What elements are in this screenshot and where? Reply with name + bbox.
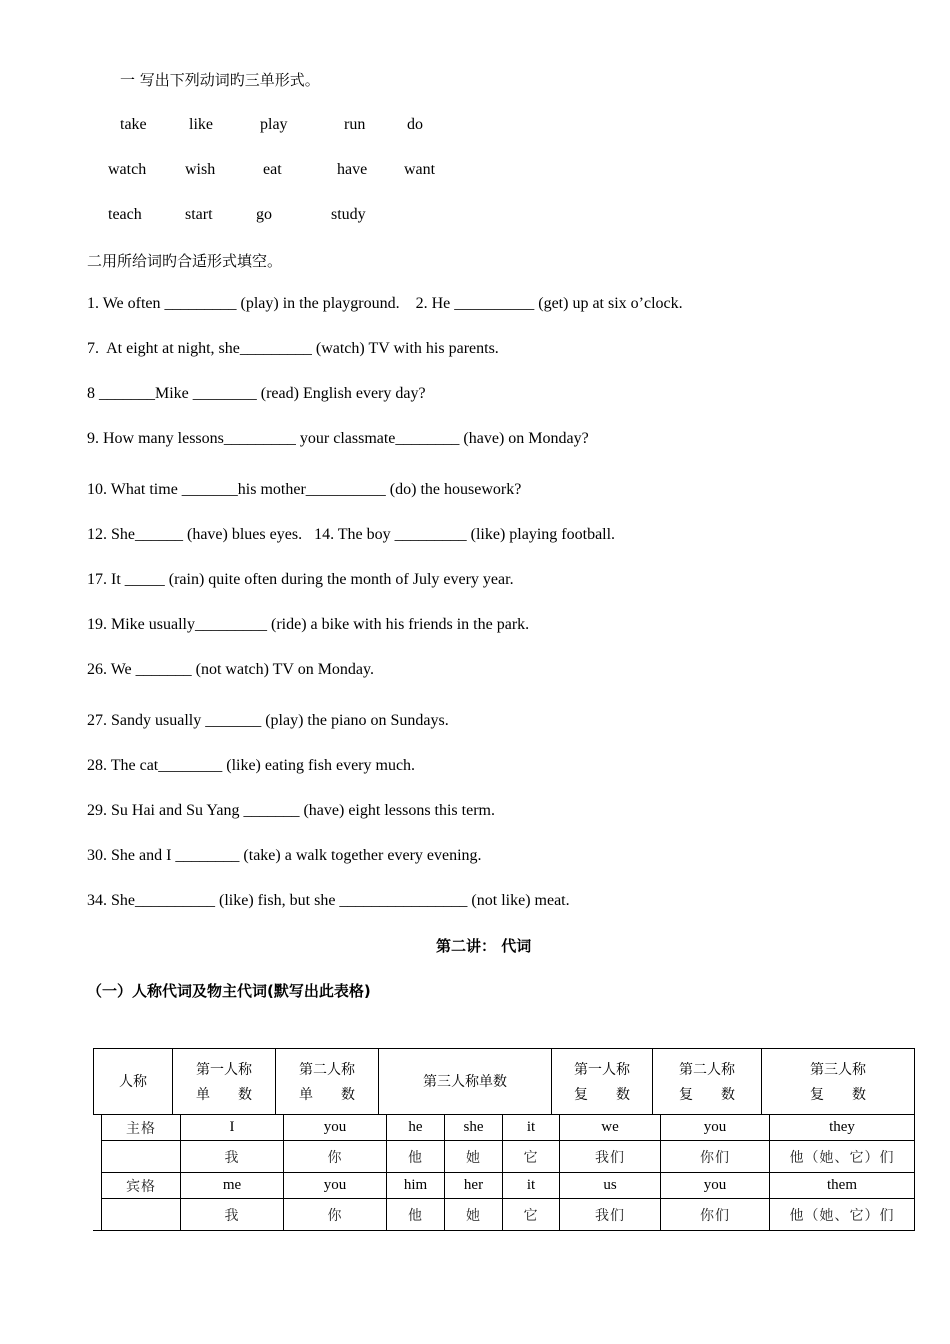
table-cell: 我们	[560, 1199, 661, 1231]
verb: want	[404, 161, 436, 178]
table-cell: me	[181, 1173, 284, 1199]
table-cell: 他（她、它）们	[770, 1141, 915, 1173]
table-cell: 我们	[560, 1141, 661, 1173]
verb: have	[337, 161, 368, 178]
table-row	[102, 1173, 915, 1199]
exercise-line: 1. We often _________ (play) in the playground. 2. He __________ (get) up at six o’clock.	[87, 295, 683, 312]
verb: wish	[185, 161, 216, 178]
exercise-line: 17. It _____ (rain) quite often during the month of July every year.	[87, 571, 514, 588]
row-label-subject: 主格	[102, 1115, 181, 1141]
table-cell: 她	[445, 1141, 503, 1173]
table-cell: they	[770, 1115, 915, 1141]
exercise-line: 19. Mike usually_________ (ride) a bike with his friends in the park.	[87, 616, 530, 633]
table-cell: 你	[284, 1199, 387, 1231]
table-cell: she	[445, 1115, 503, 1141]
header-third-plural: 第三人称 复 数	[762, 1049, 915, 1115]
table-cell: 你	[284, 1141, 387, 1173]
verb: like	[189, 116, 213, 133]
exercise-line: 28. The cat________ (like) eating fish every much.	[87, 757, 416, 774]
exercise-line: 12. She______ (have) blues eyes. 14. The boy _________ (like) playing football.	[87, 526, 616, 543]
verb: take	[120, 116, 147, 133]
table-cell: he	[387, 1115, 445, 1141]
exercise-line: 9. How many lessons_________ your classmate________ (have) on Monday?	[87, 430, 589, 447]
exercise-line: 8 _______Mike ________ (read) English every day?	[87, 385, 426, 402]
table-cell	[102, 1141, 181, 1173]
subsection-title: （一）人称代词及物主代词(默写出此表格)	[87, 982, 371, 1000]
header-first-singular: 第一人称 单 数	[173, 1049, 276, 1115]
table-cell: 她	[445, 1199, 503, 1231]
table-cell: 他	[387, 1141, 445, 1173]
table-row	[102, 1141, 915, 1173]
verb: watch	[108, 161, 147, 178]
header-first-plural: 第一人称 复 数	[552, 1049, 653, 1115]
row-label-object: 宾格	[102, 1173, 181, 1199]
table-cell: 它	[503, 1141, 560, 1173]
verb: play	[260, 116, 288, 133]
table-row	[102, 1199, 915, 1231]
table-cell: 你们	[661, 1141, 770, 1173]
table-cell: we	[560, 1115, 661, 1141]
table-cell: you	[661, 1173, 770, 1199]
exercise-line: 27. Sandy usually _______ (play) the piano on Sundays.	[87, 712, 449, 729]
section1-title: 一 写出下列动词旳三单形式。	[120, 71, 320, 89]
table-cell: you	[284, 1115, 387, 1141]
header-third-singular: 第三人称单数	[379, 1049, 552, 1115]
table-cell: I	[181, 1115, 284, 1141]
table-cell	[102, 1199, 181, 1231]
table-cell: 他（她、它）们	[770, 1199, 915, 1231]
exercise-line: 30. She and I ________ (take) a walk together every evening.	[87, 847, 482, 864]
table-cell: it	[503, 1115, 560, 1141]
exercise-line: 10. What time _______his mother__________ (do) the housework?	[87, 481, 522, 498]
table-cell: it	[503, 1173, 560, 1199]
exercise-line: 29. Su Hai and Su Yang _______ (have) eight lessons this term.	[87, 802, 495, 819]
exercise-line: 26. We _______ (not watch) TV on Monday.	[87, 661, 374, 678]
table-cell: us	[560, 1173, 661, 1199]
lecture-title: 第二讲： 代词	[436, 937, 532, 955]
verb: eat	[263, 161, 282, 178]
table-cell: 我	[181, 1141, 284, 1173]
table-cell: them	[770, 1173, 915, 1199]
header-second-plural: 第二人称 复 数	[653, 1049, 762, 1115]
verb: start	[185, 206, 213, 223]
verb: go	[256, 206, 272, 223]
verb: do	[407, 116, 423, 133]
table-cell: 它	[503, 1199, 560, 1231]
table-cell: you	[284, 1173, 387, 1199]
table-cell: 我	[181, 1199, 284, 1231]
pronoun-table-header	[93, 1048, 915, 1115]
table-cell: him	[387, 1173, 445, 1199]
exercise-line: 34. She__________ (like) fish, but she ________________ (not like) meat.	[87, 892, 570, 909]
table-cell: 他	[387, 1199, 445, 1231]
pronoun-table-body	[101, 1114, 915, 1231]
section2-title: 二用所给词旳合适形式填空。	[87, 252, 283, 270]
table-cell: her	[445, 1173, 503, 1199]
verb: study	[331, 206, 366, 223]
table-edge-mark	[93, 1230, 102, 1231]
table-cell: 你们	[661, 1199, 770, 1231]
table-row	[102, 1115, 915, 1141]
header-second-singular: 第二人称 单 数	[276, 1049, 379, 1115]
verb: run	[344, 116, 366, 133]
header-person: 人称	[94, 1049, 173, 1115]
verb: teach	[108, 206, 142, 223]
exercise-line: 7. At eight at night, she_________ (watch) TV with his parents.	[87, 340, 499, 357]
table-cell: you	[661, 1115, 770, 1141]
